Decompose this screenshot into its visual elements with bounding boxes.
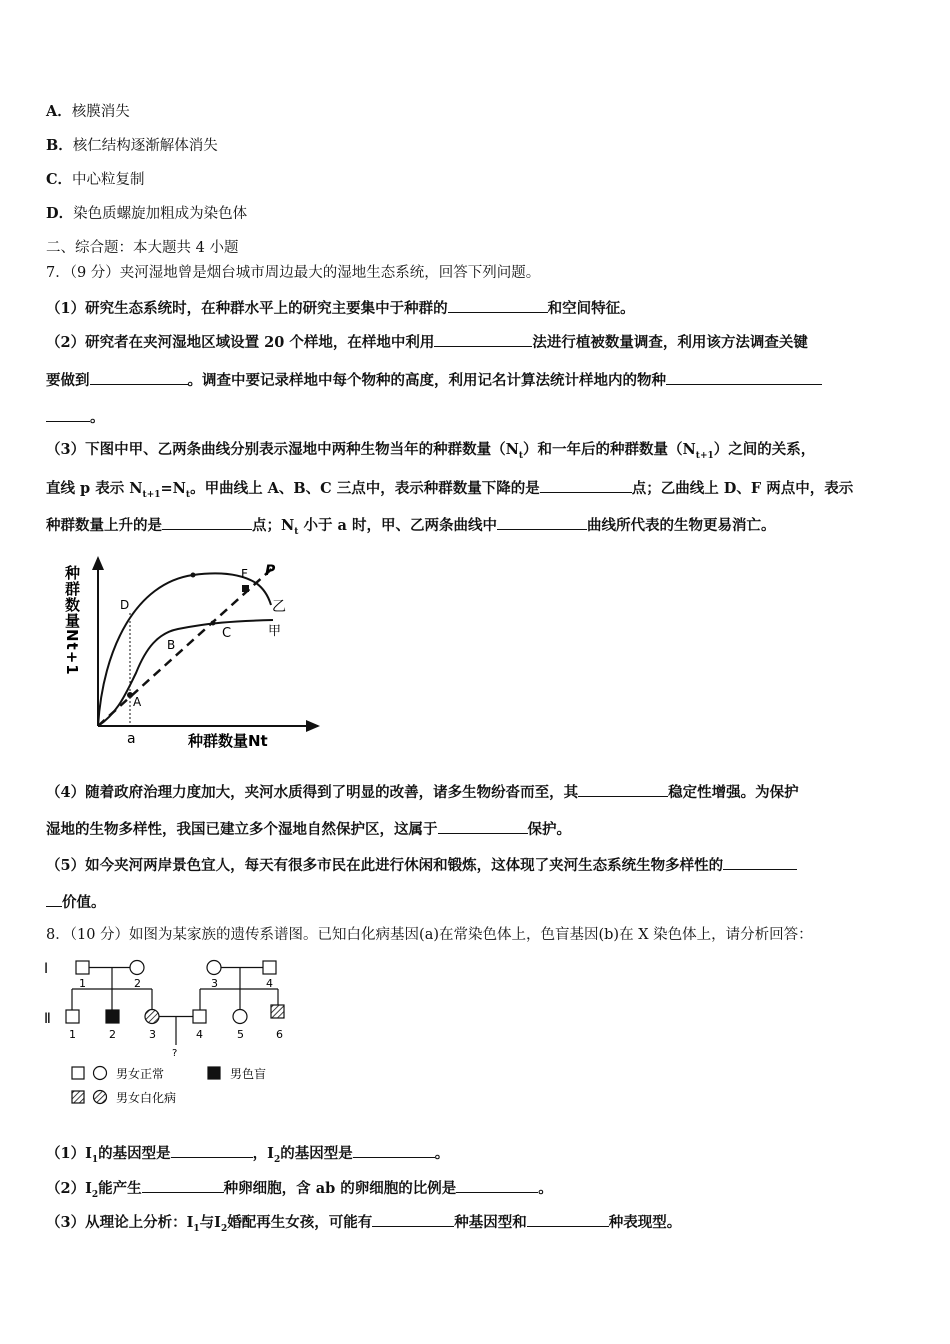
q7-part3-line3 bbox=[46, 514, 775, 542]
text: （3）从理论上分析：Ⅰ bbox=[46, 1214, 194, 1231]
point-b-label: B bbox=[167, 638, 176, 652]
option-letter: D． bbox=[46, 205, 74, 222]
ii5-female-normal bbox=[233, 1010, 247, 1024]
option-letter: A． bbox=[46, 103, 72, 120]
q8-part2 bbox=[46, 1177, 553, 1205]
option-letter: C． bbox=[46, 171, 73, 188]
blank[interactable] bbox=[372, 1211, 454, 1227]
x-tick-a: a bbox=[127, 731, 136, 747]
curve-jia-label: 甲 bbox=[268, 624, 282, 639]
text: 。 bbox=[538, 1180, 553, 1197]
blank[interactable] bbox=[448, 297, 548, 313]
subscript: t+1 bbox=[695, 450, 714, 461]
subscript: t bbox=[185, 489, 191, 500]
generation-2-label: Ⅱ bbox=[44, 1011, 51, 1027]
option-c bbox=[46, 170, 145, 190]
q7-part2 bbox=[46, 331, 808, 353]
legend-colorblind-text: 男色盲 bbox=[230, 1067, 267, 1081]
text: 种表现型。 bbox=[608, 1214, 682, 1231]
point-f-marker bbox=[242, 585, 249, 592]
i4-label: 4 bbox=[266, 977, 273, 990]
point-d-label: D bbox=[120, 598, 130, 612]
pedigree-chart bbox=[40, 955, 310, 1115]
text: 稳定性增强。为保护 bbox=[668, 784, 799, 801]
x-axis-label: 种群数量Nt bbox=[188, 732, 268, 750]
ii6-label: 6 bbox=[276, 1028, 283, 1041]
legend-female-normal-icon bbox=[94, 1067, 107, 1080]
point-a-label: A bbox=[133, 695, 142, 709]
i3-label: 3 bbox=[211, 977, 218, 990]
text: （1）研究生态系统时，在种群水平上的研究主要集中于种群的 bbox=[46, 300, 448, 317]
ii4-male-normal bbox=[193, 1010, 206, 1023]
q8-part3 bbox=[46, 1211, 681, 1239]
text: （2）研究者在夹河湿地区域设置 20 个样地，在样地中利用 bbox=[46, 334, 435, 351]
i2-label: 2 bbox=[134, 977, 141, 990]
blank[interactable] bbox=[162, 514, 252, 530]
text: 。 bbox=[90, 409, 105, 426]
text: （5）如今夹河两岸景色宜人，每天有很多市民在此进行休闲和锻炼，这体现了夹河生态系统生物多样性的 bbox=[46, 857, 724, 874]
text: （4）随着政府治理力度加大，夹河水质得到了明显的改善，诸多生物纷沓而至，其 bbox=[46, 784, 579, 801]
text: 保护。 bbox=[527, 821, 571, 838]
text: 点；N bbox=[252, 517, 295, 534]
q7-header: 7．（9 分）夹河湿地曾是烟台城市周边最大的湿地生态系统，回答下列问题。 bbox=[46, 265, 541, 281]
unknown-child-label: ? bbox=[172, 1048, 178, 1059]
blank[interactable] bbox=[438, 818, 528, 834]
point-c-marker bbox=[211, 621, 216, 626]
point-f-label: F bbox=[241, 567, 248, 581]
subscript: 2 bbox=[220, 1223, 228, 1234]
subscript: 1 bbox=[193, 1223, 200, 1234]
line-p-label: P bbox=[265, 563, 276, 579]
population-graph bbox=[58, 553, 328, 753]
blank[interactable] bbox=[540, 477, 632, 493]
curve-jia bbox=[98, 620, 273, 726]
text: 小于 a 时，甲、乙两条曲线中 bbox=[298, 517, 497, 534]
blank[interactable] bbox=[527, 1211, 609, 1227]
legend-male-albino-icon bbox=[72, 1091, 84, 1103]
i1-male-normal bbox=[76, 961, 89, 974]
ii3-female-albino bbox=[145, 1010, 159, 1024]
blank[interactable] bbox=[46, 891, 62, 907]
q7-part1 bbox=[46, 297, 635, 319]
text: 湿地的生物多样性，我国已建立多个湿地自然保护区，这属于 bbox=[46, 821, 438, 838]
blank[interactable] bbox=[666, 369, 822, 385]
text: 。调查中要记录样地中每个物种的高度，利用记名计算法统计样地内的物种 bbox=[187, 372, 666, 389]
q7-part2-line2 bbox=[46, 369, 822, 391]
text: 点；乙曲线上 D、F 两点中，表示 bbox=[631, 480, 854, 497]
text: ）之间的关系， bbox=[713, 441, 816, 458]
legend-normal-text: 男女正常 bbox=[116, 1067, 165, 1081]
text: 种卵细胞，含 ab 的卵细胞的比例是 bbox=[223, 1180, 457, 1197]
text: （1）Ⅰ bbox=[46, 1145, 92, 1162]
blank[interactable] bbox=[90, 369, 188, 385]
q7-part4-line2 bbox=[46, 818, 571, 840]
blank[interactable] bbox=[171, 1142, 253, 1158]
i2-female-normal bbox=[130, 961, 144, 975]
blank[interactable] bbox=[497, 514, 587, 530]
option-a bbox=[46, 102, 130, 122]
option-text: 中心粒复制 bbox=[72, 172, 145, 188]
point-top-marker bbox=[191, 573, 196, 578]
i1-label: 1 bbox=[79, 977, 86, 990]
q8-part1 bbox=[46, 1142, 449, 1170]
q7-part5 bbox=[46, 854, 797, 876]
q7-part3-line2 bbox=[46, 477, 853, 505]
q7-part4 bbox=[46, 781, 799, 803]
point-c-label: C bbox=[222, 626, 232, 641]
text: 和空间特征。 bbox=[547, 300, 635, 317]
blank[interactable] bbox=[142, 1177, 224, 1193]
text: 与Ⅰ bbox=[199, 1214, 221, 1231]
blank[interactable] bbox=[578, 781, 668, 797]
text: 婚配再生女孩，可能有 bbox=[227, 1214, 373, 1231]
option-b bbox=[46, 136, 218, 156]
option-letter: B． bbox=[46, 137, 73, 154]
ii6-male-albino bbox=[271, 1005, 284, 1018]
y-axis-label: 种群数量Nt+1 bbox=[63, 565, 81, 676]
q7-part2-line3 bbox=[46, 406, 105, 428]
ii2-label: 2 bbox=[109, 1028, 116, 1041]
subscript: t bbox=[518, 450, 524, 461]
text: 。甲曲线上 A、B、C 三点中，表示种群数量下降的是 bbox=[190, 480, 540, 497]
option-text: 核膜消失 bbox=[71, 104, 130, 120]
q7-part5-line2 bbox=[46, 891, 106, 913]
generation-1-label: Ⅰ bbox=[44, 961, 49, 977]
ii1-male-normal bbox=[66, 1010, 79, 1023]
text: （3）下图中甲、乙两条曲线分别表示湿地中两种生物当年的种群数量（N bbox=[46, 441, 519, 458]
ii1-label: 1 bbox=[69, 1028, 76, 1041]
line-p bbox=[98, 565, 276, 726]
subscript: 2 bbox=[273, 1154, 281, 1165]
text: 法进行植被数量调查，利用该方法调查关键 bbox=[532, 334, 808, 351]
subscript: 2 bbox=[91, 1189, 99, 1200]
option-d bbox=[46, 204, 247, 224]
blank[interactable] bbox=[456, 1177, 538, 1193]
text: 。 bbox=[434, 1145, 450, 1162]
option-text: 核仁结构逐渐解体消失 bbox=[72, 138, 218, 154]
legend-male-colorblind-icon bbox=[208, 1067, 220, 1079]
option-text: 染色质螺旋加粗成为染色体 bbox=[73, 206, 248, 222]
legend-male-normal-icon bbox=[72, 1067, 84, 1079]
text: ，Ⅰ bbox=[252, 1145, 274, 1162]
text: 种群数量上升的是 bbox=[46, 517, 162, 534]
ii5-label: 5 bbox=[237, 1028, 244, 1041]
blank[interactable] bbox=[434, 331, 532, 347]
text: =N bbox=[160, 480, 186, 497]
subscript: 1 bbox=[91, 1154, 99, 1165]
text: 能产生 bbox=[98, 1180, 142, 1197]
text: 种基因型和 bbox=[454, 1214, 527, 1231]
text: ）和一年后的种群数量（N bbox=[523, 441, 696, 458]
blank[interactable] bbox=[353, 1142, 435, 1158]
text: 价值。 bbox=[62, 894, 106, 911]
ii3-label: 3 bbox=[149, 1028, 156, 1041]
text: 的基因型是 bbox=[280, 1145, 353, 1162]
ii4-label: 4 bbox=[196, 1028, 203, 1041]
text: 的基因型是 bbox=[98, 1145, 171, 1162]
legend-female-albino-icon bbox=[94, 1091, 107, 1104]
blank[interactable] bbox=[46, 406, 90, 422]
text: 曲线所代表的生物更易消亡。 bbox=[586, 517, 776, 534]
subscript: t bbox=[294, 526, 299, 537]
q7-part3 bbox=[46, 440, 815, 466]
subscript: t+1 bbox=[142, 489, 161, 500]
legend-albino-text: 男女白化病 bbox=[116, 1091, 177, 1105]
text: 直线 p 表示 N bbox=[46, 480, 143, 497]
section-title: 二、综合题：本大题共 4 小题 bbox=[46, 240, 239, 256]
blank[interactable] bbox=[723, 854, 797, 870]
i4-male-normal bbox=[263, 961, 276, 974]
text: （2）Ⅰ bbox=[46, 1180, 92, 1197]
ii2-male-colorblind bbox=[106, 1010, 119, 1023]
q8-header: 8．（10 分）如图为某家族的遗传系谱图。已知白化病基因(a)在常染色体上，色盲基因(b)在 X 染色体上，请分析回答： bbox=[46, 927, 813, 943]
i3-female-normal bbox=[207, 961, 221, 975]
text: 要做到 bbox=[46, 372, 90, 389]
curve-yi-label: 乙 bbox=[272, 599, 286, 615]
